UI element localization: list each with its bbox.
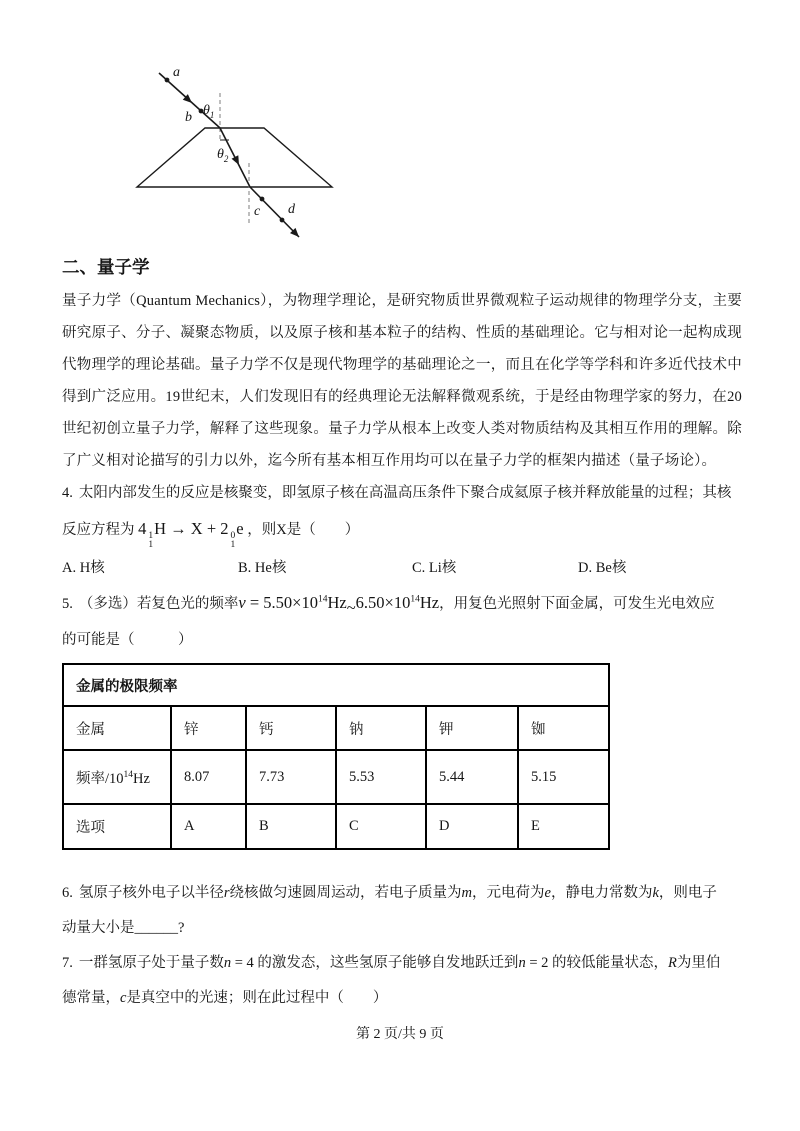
question-4-options (62, 550, 742, 586)
question-4-formula-suffix: ，则X是（ ） (247, 522, 360, 538)
point-a-label: a (173, 65, 180, 80)
point-c-label: c (254, 204, 261, 219)
point-a-dot (165, 78, 170, 83)
question-4 (62, 477, 742, 586)
question-7-line1: 7. 一群氢原子处于量子数n = 4 的激发态，这些氢原子能够自发地跃迁到n = 2 的较低能量状态，R为里伯 (62, 955, 721, 971)
option-row-label: 选项 (63, 804, 171, 849)
metal-cell: 钠 (336, 706, 426, 750)
point-d-label: d (288, 202, 295, 217)
option-c: C. Li核 (412, 560, 457, 576)
table-row-frequency (63, 750, 609, 804)
frequency-cell: 7.73 (246, 750, 336, 804)
frequency-cell: 5.53 (336, 750, 426, 804)
nuclear-equation: 4 1 1 H → X + 2 0 1 e (138, 519, 244, 550)
question-4-formula-prefix: 反应方程为 (62, 522, 135, 538)
table-title: 金属的极限频率 (63, 664, 609, 706)
page-footer: 第 2 页/共 9 页 (356, 1027, 444, 1042)
question-7 (62, 946, 742, 1016)
metal-row-label: 金属 (63, 706, 171, 750)
point-d-dot (280, 218, 285, 223)
point-c-dot (260, 197, 265, 202)
frequency-cell: 5.15 (518, 750, 609, 804)
option-cell: B (246, 804, 336, 849)
metal-cell: 铷 (518, 706, 609, 750)
theta2-label: $\theta_2$ (217, 147, 229, 164)
intro-paragraph: 量子力学（Quantum Mechanics），为物理学理论，是研究物质世界微观粒子运动规律的物理学分支，主要研究原子、分子、凝聚态物质，以及原子核和基本粒子的结构、性质的基础理论。它与相对论一起构成现代物理学的理论基础。量子力学不仅是现代物理学的基础理论之一，而且在化学等学科和许多近代技术中得到广泛应用。19世纪末，人们发现旧有的经典理论无法解释微观系统，于是经由物理学家的努力，在20世纪初创立量子力学，解释了这些现象。量子力学从根本上改变人类对物质结构及其相互作用的理解。除了广义相对论描写的引力以外，迄今所有基本相互作用均可以在量子力学的框架内描述（量子场论）。 (62, 293, 742, 469)
question-5-line1: 5. （多选）若复色光的频率$v = 5.50\times 10^{14}Hz\sim 6.50\times 10^{14}Hz$，用复色光照射下面金属，可发生光电效应 (62, 593, 715, 617)
question-4-text: 太阳内部发生的反应是核聚变，即氢原子核在高温高压条件下聚合成氦原子核并释放能量的过程；其核 (78, 485, 732, 501)
option-cell: E (518, 804, 609, 849)
table-row-option (63, 804, 609, 849)
option-cell: A (171, 804, 246, 849)
frequency-formula: $v = 5.50\times 10^{14}Hz\sim 6.50\times 10^{14}Hz$ (238, 593, 440, 617)
option-cell: D (426, 804, 518, 849)
question-6-line1: 6. 氢原子核外电子以半径r绕核做匀速圆周运动，若电子质量为m，元电荷为e，静电力常数为k，则电子 (62, 885, 717, 901)
theta1-label: $\theta_1$ (203, 103, 215, 120)
frequency-cell: 8.07 (171, 750, 246, 804)
table-row-metal (63, 706, 609, 750)
option-d: D. Be核 (578, 560, 627, 576)
question-6-line2: 动量大小是______? (62, 920, 185, 936)
frequency-cell: 5.44 (426, 750, 518, 804)
option-b: B. He核 (238, 560, 287, 576)
question-5 (62, 586, 742, 657)
metal-cell: 锌 (171, 706, 246, 750)
question-6-number: 6. (62, 885, 73, 901)
table-title-row (63, 664, 609, 706)
question-4-number: 4. (62, 485, 73, 501)
metal-limit-frequency-table (62, 663, 610, 850)
arrowhead-refracted (232, 155, 243, 166)
question-6 (62, 876, 742, 946)
question-5-number: 5. (62, 596, 73, 612)
refraction-diagram (130, 62, 350, 242)
option-cell: C (336, 804, 426, 849)
question-7-number: 7. (62, 955, 73, 971)
point-b-label: b (185, 110, 192, 125)
optics-figure (130, 62, 742, 242)
question-7-line2: 德常量，c是真空中的光速；则在此过程中（ ） (62, 990, 388, 1006)
question-5-line2: 的可能是（ ） (62, 632, 193, 648)
frequency-row-label: 频率$/10^{14}Hz$ (63, 750, 171, 804)
section-heading: 二、量子学 (62, 257, 150, 277)
option-a: A. H核 (62, 560, 105, 576)
metal-cell: 钾 (426, 706, 518, 750)
metal-cell: 钙 (246, 706, 336, 750)
question-4-line1 (62, 477, 742, 510)
question-4-line2 (62, 510, 742, 550)
